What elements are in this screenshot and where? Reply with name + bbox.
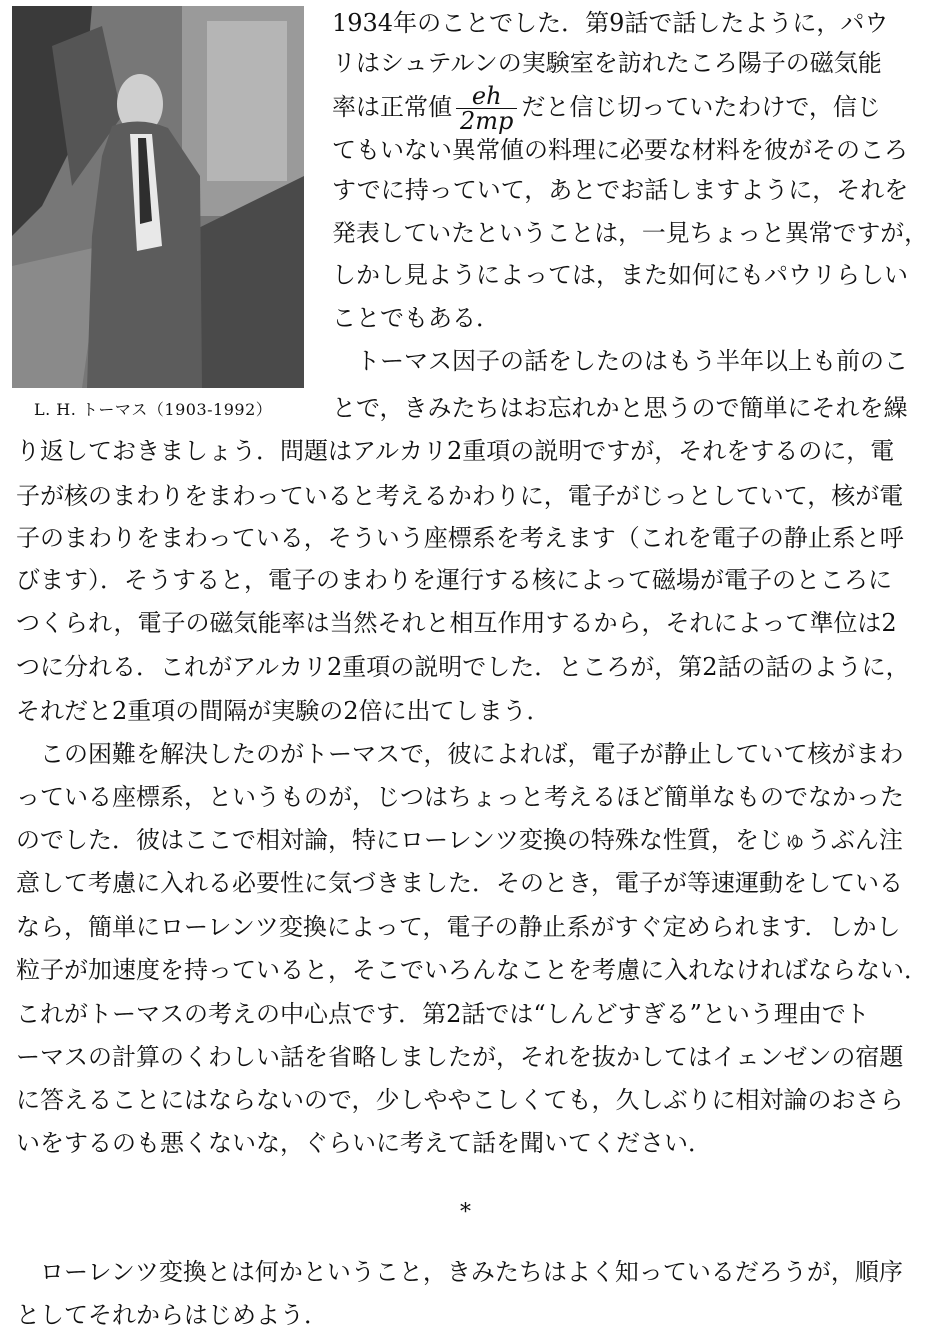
text-line: ローレンツ変換とは何かということ，きみたちはよく知っているだろうが，順序: [16, 1258, 903, 1286]
text-segment: 率は正常値: [332, 93, 452, 121]
text-line: 意して考慮に入れる必要性に気づきました．そのとき，電子が等速運動をしている: [16, 869, 904, 897]
text-line: しかし見ようによっては，また如何にもパウリらしい: [332, 261, 908, 289]
text-line: 粒子が加速度を持っていると，そこでいろんなことを考慮に入れなければならない．: [16, 956, 928, 984]
magnetic-moment-fraction: [456, 84, 517, 133]
text-line: この困難を解決したのがトーマスで，彼によれば，電子が静止していて核がまわ: [16, 740, 904, 768]
text-line: とで，きみたちはお忘れかと思うので簡単にそれを繰: [332, 394, 908, 422]
text-line: つに分れる．これがアルカリ2重項の説明でした．ところが，第2話の話のように，: [16, 653, 910, 681]
text-line: としてそれからはじめよう．: [16, 1301, 328, 1329]
text-line: 発表していたということは，一見ちょっと異常ですが，: [332, 219, 928, 247]
text-line: 子が核のまわりをまわっていると考えるかわりに，電子がじっとしていて，核が電: [16, 482, 904, 510]
text-line: トーマス因子の話をしたのはもう半年以上も前のこ: [332, 347, 908, 375]
text-line: すでに持っていて，あとでお話しますように，それを: [332, 176, 909, 204]
text-line: リはシュテルンの実験室を訪れたころ陽子の磁気能: [332, 49, 882, 77]
text-line: に答えることにはならないので，少しややこしくても，久しぶりに相対論のおさら: [16, 1086, 904, 1114]
text-line: それだと2重項の間隔が実験の2倍に出てしまう．: [16, 697, 551, 725]
fraction-denominator: 2mp: [460, 107, 514, 135]
text-line: 1934年のことでした．第9話で話したように，パウ: [332, 9, 889, 37]
text-line: つくられ，電子の磁気能率は当然それと相互作用するから，それによって準位は2: [16, 609, 897, 637]
text-line-with-fraction: [332, 84, 881, 133]
text-segment: だと信じ切っていたわけで，信じ: [521, 93, 881, 121]
text-line: いをするのも悪くないな，ぐらいに考えて話を聞いてください．: [16, 1129, 712, 1157]
fraction-numerator: eh: [456, 84, 517, 109]
portrait-photo-graphic: [12, 6, 304, 388]
text-line: ことでもある．: [332, 304, 500, 332]
text-line: のでした．彼はここで相対論，特にローレンツ変換の特殊な性質，をじゅうぶん注: [16, 826, 903, 854]
section-separator: *: [460, 1200, 471, 1225]
text-line: 子のまわりをまわっている，そういう座標系を考えます（これを電子の静止系と呼: [16, 524, 904, 552]
photo-caption: L. H. トーマス（1903-1992）: [34, 400, 273, 419]
text-line: っている座標系，というものが，じつはちょっと考えるほど簡単なものでなかった: [16, 783, 904, 811]
text-line: びます）．そうすると，電子のまわりを運行する核によって磁場が電子のところに: [16, 566, 892, 594]
text-line: なら，簡単にローレンツ変換によって，電子の静止系がすぐ定められます．しかし: [16, 913, 901, 941]
text-line: これがトーマスの考えの中心点です．第2話では“しんどすぎる”という理由でト: [16, 1000, 870, 1028]
text-line: てもいない異常値の料理に必要な材料を彼がそのころ: [332, 136, 908, 164]
text-line: り返しておきましょう．問題はアルカリ2重項の説明ですが，それをするのに，電: [16, 437, 895, 465]
portrait-photo: [12, 6, 304, 388]
text-line: ーマスの計算のくわしい話を省略しましたが，それを抜かしてはイェンゼンの宿題: [16, 1043, 904, 1071]
